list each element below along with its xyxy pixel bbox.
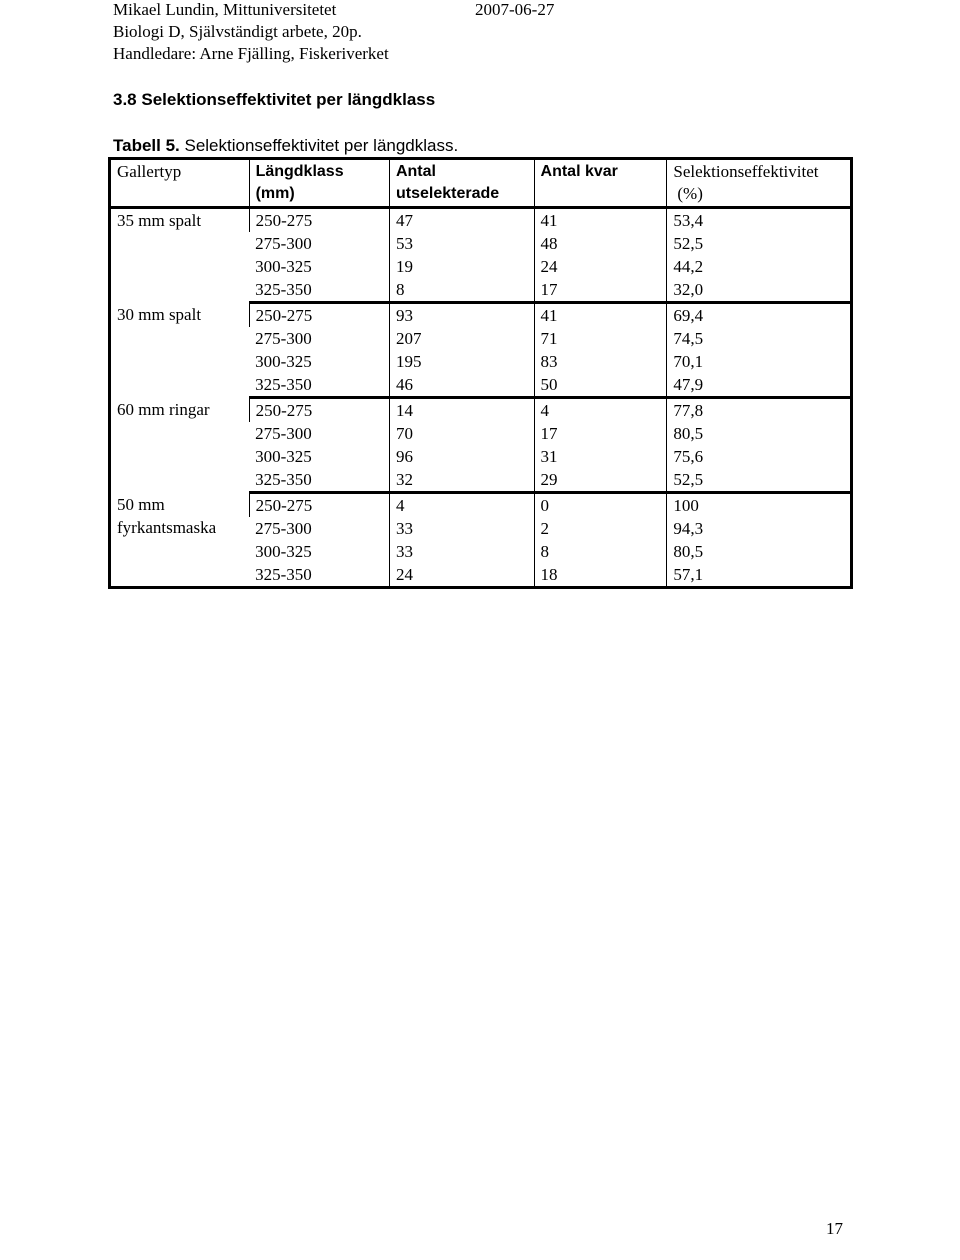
antal-utselekterade-cell: 47 bbox=[389, 208, 534, 233]
selektionseffektivitet-cell: 100 bbox=[667, 493, 852, 518]
gallertyp-label: fyrkantsmaska bbox=[117, 517, 217, 537]
antal-utselekterade-cell: 96 bbox=[389, 445, 534, 468]
selection-efficiency-table bbox=[108, 157, 853, 589]
header-supervisor: Handledare: Arne Fjälling, Fiskeriverket bbox=[113, 44, 389, 63]
header-author: Mikael Lundin, Mittuniversitetet bbox=[113, 0, 337, 19]
selektionseffektivitet-cell: 32,0 bbox=[667, 278, 852, 303]
table-row bbox=[110, 493, 852, 518]
antal-kvar-cell: 4 bbox=[534, 398, 667, 423]
table-row bbox=[110, 208, 852, 233]
antal-utselekterade-cell: 93 bbox=[389, 303, 534, 328]
antal-kvar-cell: 8 bbox=[534, 540, 667, 563]
gallertyp-cell bbox=[110, 398, 250, 493]
selektionseffektivitet-cell: 52,5 bbox=[667, 232, 852, 255]
antal-kvar-cell: 83 bbox=[534, 350, 667, 373]
selektionseffektivitet-cell: 80,5 bbox=[667, 540, 852, 563]
antal-kvar-cell: 18 bbox=[534, 563, 667, 588]
antal-kvar-cell: 50 bbox=[534, 373, 667, 398]
selektionseffektivitet-cell: 70,1 bbox=[667, 350, 852, 373]
col-header-antal-kvar: Antal kvar bbox=[534, 159, 667, 208]
selektionseffektivitet-cell: 69,4 bbox=[667, 303, 852, 328]
antal-utselekterade-cell: 46 bbox=[389, 373, 534, 398]
antal-kvar-cell: 17 bbox=[534, 422, 667, 445]
table-row bbox=[110, 303, 852, 328]
langdklass-cell: 275-300 bbox=[255, 519, 312, 538]
langdklass-cell: 275-300 bbox=[255, 424, 312, 443]
selektionseffektivitet-cell: 44,2 bbox=[667, 255, 852, 278]
table-row bbox=[110, 398, 852, 423]
antal-kvar-cell: 29 bbox=[534, 468, 667, 493]
langdklass-cell: 300-325 bbox=[255, 257, 312, 276]
caption-label: Tabell 5. bbox=[113, 136, 180, 155]
antal-utselekterade-cell: 8 bbox=[389, 278, 534, 303]
langdklass-cell: 300-325 bbox=[255, 447, 312, 466]
antal-kvar-cell: 41 bbox=[534, 303, 667, 328]
table-caption bbox=[113, 136, 458, 156]
gallertyp-label: 30 mm spalt bbox=[117, 304, 202, 324]
langdklass-cell: 300-325 bbox=[255, 352, 312, 371]
gallertyp-label: 50 mm bbox=[117, 494, 165, 514]
antal-utselekterade-cell: 32 bbox=[389, 468, 534, 493]
antal-kvar-cell: 41 bbox=[534, 208, 667, 233]
selektionseffektivitet-cell: 53,4 bbox=[667, 208, 852, 233]
antal-kvar-cell: 31 bbox=[534, 445, 667, 468]
antal-kvar-cell: 71 bbox=[534, 327, 667, 350]
col-header-gallertyp: Gallertyp bbox=[110, 159, 250, 208]
antal-kvar-cell: 17 bbox=[534, 278, 667, 303]
gallertyp-cell bbox=[110, 493, 250, 588]
langdklass-cell: 325-350 bbox=[255, 565, 312, 584]
antal-kvar-cell: 2 bbox=[534, 517, 667, 540]
table-header-row bbox=[110, 159, 852, 208]
gallertyp-label: 35 mm spalt bbox=[117, 211, 202, 230]
col-header-langdklass: Längdklass (mm) bbox=[249, 159, 389, 208]
col-header-selektionseffektivitet: Selektionseffektivitet (%) bbox=[667, 159, 852, 208]
antal-utselekterade-cell: 33 bbox=[389, 517, 534, 540]
selektionseffektivitet-cell: 94,3 bbox=[667, 517, 852, 540]
selektionseffektivitet-cell: 77,8 bbox=[667, 398, 852, 423]
langdklass-cell: 250-275 bbox=[249, 398, 389, 423]
selektionseffektivitet-cell: 74,5 bbox=[667, 327, 852, 350]
header-date: 2007-06-27 bbox=[475, 0, 555, 19]
selektionseffektivitet-cell: 47,9 bbox=[667, 373, 852, 398]
langdklass-cell: 325-350 bbox=[249, 373, 389, 398]
antal-utselekterade-cell: 4 bbox=[389, 493, 534, 518]
selektionseffektivitet-cell: 57,1 bbox=[667, 563, 852, 588]
langdklass-cell: 275-300 bbox=[255, 329, 312, 348]
langdklass-cell: 325-350 bbox=[249, 468, 389, 493]
antal-utselekterade-cell: 70 bbox=[389, 422, 534, 445]
antal-kvar-cell: 24 bbox=[534, 255, 667, 278]
header-course: Biologi D, Självständigt arbete, 20p. bbox=[113, 22, 362, 41]
langdklass-cell: 250-275 bbox=[249, 303, 389, 328]
antal-utselekterade-cell: 53 bbox=[389, 232, 534, 255]
antal-utselekterade-cell: 33 bbox=[389, 540, 534, 563]
gallertyp-cell bbox=[110, 208, 250, 303]
langdklass-cell: 275-300 bbox=[255, 234, 312, 253]
langdklass-cell: 250-275 bbox=[249, 493, 389, 518]
col-header-antal-utselekterade: Antal utselekterade bbox=[389, 159, 534, 208]
antal-utselekterade-cell: 19 bbox=[389, 255, 534, 278]
langdklass-cell: 325-350 bbox=[249, 278, 389, 303]
langdklass-cell: 300-325 bbox=[255, 542, 312, 561]
antal-utselekterade-cell: 24 bbox=[389, 563, 534, 588]
page-number: 17 bbox=[826, 1219, 843, 1238]
antal-utselekterade-cell: 195 bbox=[389, 350, 534, 373]
selektionseffektivitet-cell: 80,5 bbox=[667, 422, 852, 445]
antal-utselekterade-cell: 14 bbox=[389, 398, 534, 423]
table-body bbox=[110, 208, 852, 588]
gallertyp-label: 60 mm ringar bbox=[117, 399, 210, 419]
antal-kvar-cell: 48 bbox=[534, 232, 667, 255]
gallertyp-cell bbox=[110, 303, 250, 398]
antal-utselekterade-cell: 207 bbox=[389, 327, 534, 350]
selektionseffektivitet-cell: 52,5 bbox=[667, 468, 852, 493]
antal-kvar-cell: 0 bbox=[534, 493, 667, 518]
section-heading: 3.8 Selektionseffektivitet per längdklass bbox=[113, 90, 436, 109]
selektionseffektivitet-cell: 75,6 bbox=[667, 445, 852, 468]
langdklass-cell: 250-275 bbox=[249, 208, 389, 233]
caption-text: Selektionseffektivitet per längdklass. bbox=[179, 136, 459, 155]
